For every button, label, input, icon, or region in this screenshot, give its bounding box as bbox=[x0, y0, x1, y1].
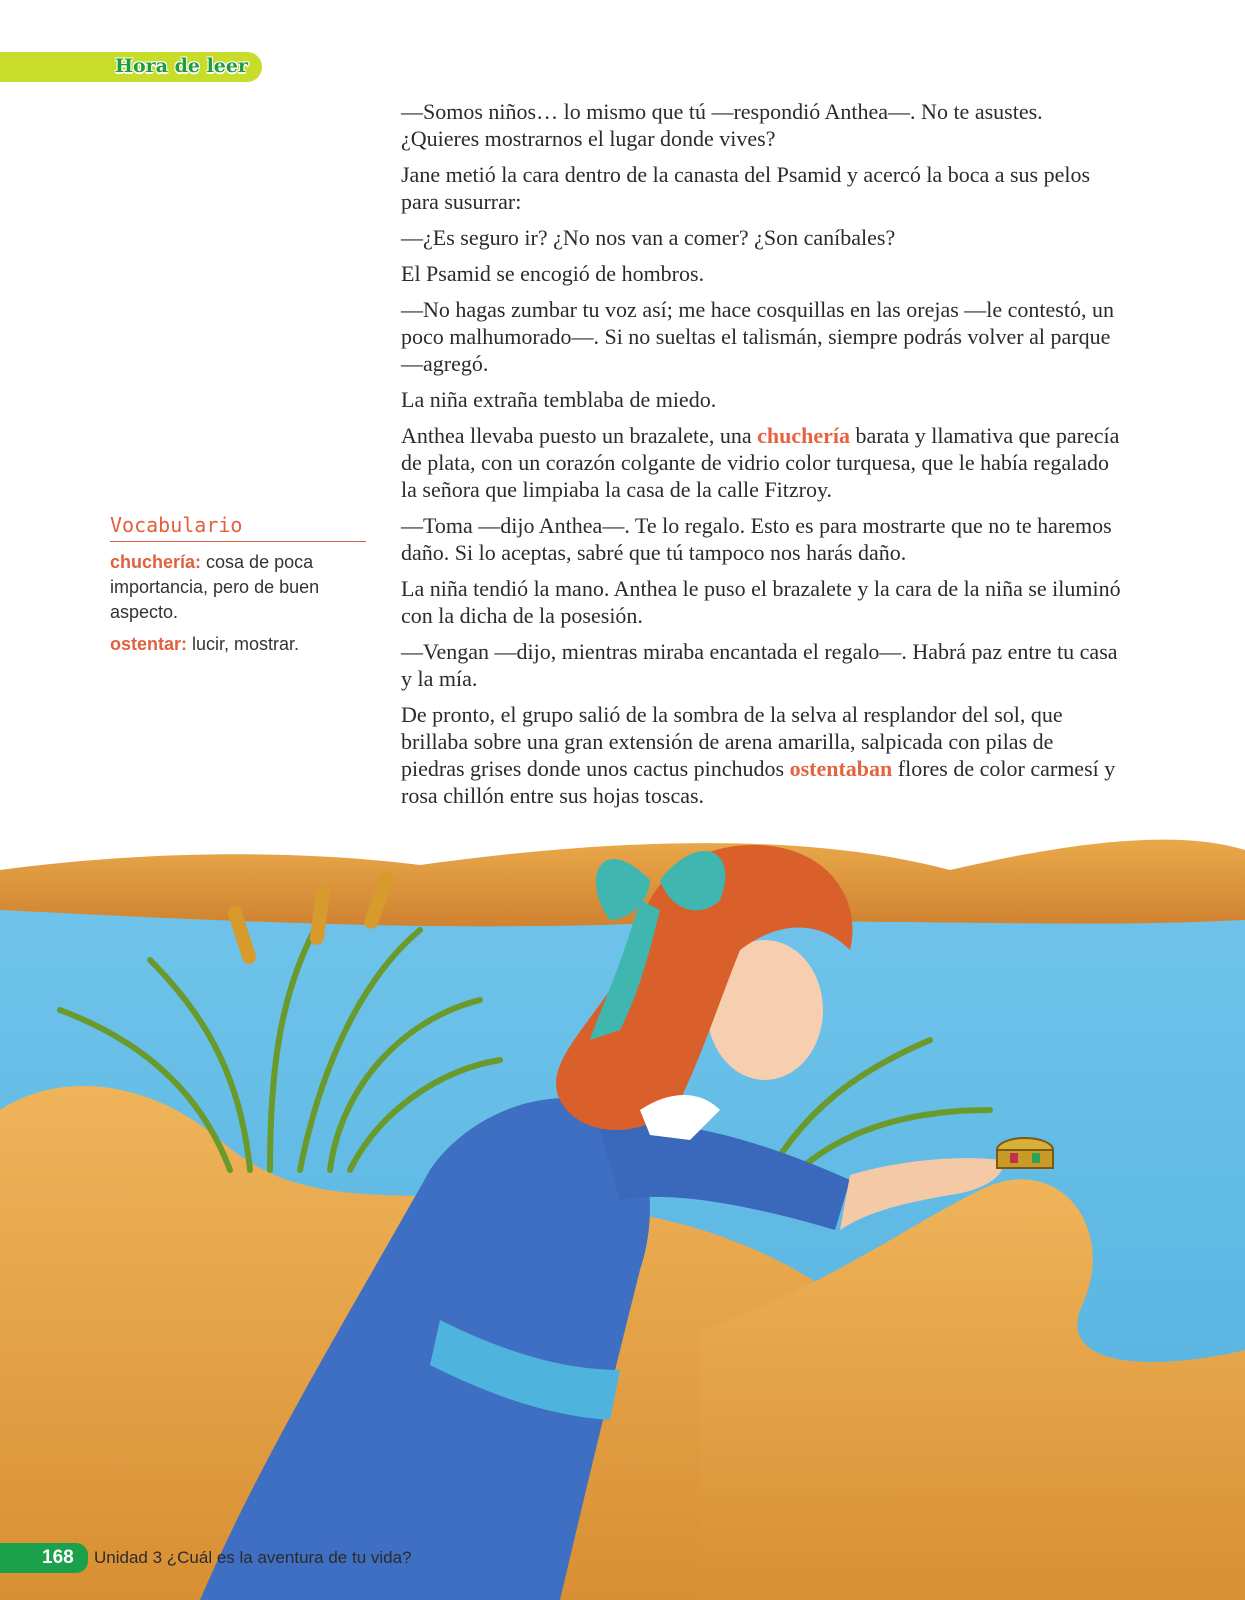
story-paragraph: —¿Es seguro ir? ¿No nos van a comer? ¿Son caníbales? bbox=[401, 225, 896, 250]
bracelet-icon bbox=[997, 1138, 1053, 1168]
story-paragraph: La niña tendió la mano. Anthea le puso el brazalete y la cara de la niña se iluminó con la dicha de la posesión. bbox=[401, 576, 1121, 628]
vocab-highlight-ostentaban: ostentaban bbox=[789, 756, 893, 781]
vocabulary-term: chuchería: bbox=[110, 552, 202, 572]
vocabulary-entry bbox=[110, 632, 366, 657]
vocabulary-definition: lucir, mostrar. bbox=[187, 634, 300, 654]
story-text bbox=[401, 98, 1121, 818]
story-paragraph: Jane metió la cara dentro de la canasta del Psamid y acercó la boca a sus pelos para susurrar: bbox=[401, 162, 1091, 214]
story-paragraph: La niña extraña temblaba de miedo. bbox=[401, 387, 717, 412]
text-run: Anthea llevaba puesto un brazalete, una bbox=[401, 423, 758, 448]
text-run: barata y llamativa que parecía de plata, con un corazón colgante de vidrio color turquesa, que le había regalado la señora que limpiaba la casa de la calle Fitzroy. bbox=[401, 423, 1120, 502]
story-paragraph bbox=[401, 422, 1121, 503]
story-paragraph: —Vengan —dijo, mientras miraba encantada el regalo—. Habrá paz entre tu casa y la mía. bbox=[401, 639, 1118, 691]
story-paragraph: —Somos niños… lo mismo que tú —respondió Anthea—. No te asustes. ¿Quieres mostrarnos el lugar donde vives? bbox=[401, 99, 1043, 151]
story-paragraph bbox=[401, 701, 1121, 809]
section-tab bbox=[0, 52, 262, 82]
story-paragraph: —No hagas zumbar tu voz así; me hace cosquillas en las orejas —le contestó, un poco malhumorado—. Si no sueltas el talismán, siempre podrás volver al parque —agregó. bbox=[401, 297, 1114, 376]
text-run: De pronto, el grupo salió de la sombra de la selva al resplandor del sol, que brillaba sobre una gran extensión de arena amarilla, salpicada con pilas de piedras grises donde unos cactus pinchudos bbox=[401, 702, 1063, 781]
vocabulary-box bbox=[110, 513, 366, 664]
unit-title: Unidad 3 ¿Cuál es la aventura de tu vida? bbox=[94, 1548, 412, 1567]
page-number: 168 bbox=[0, 1543, 88, 1573]
vocabulary-entry bbox=[110, 550, 366, 625]
story-paragraph: El Psamid se encogió de hombros. bbox=[401, 261, 705, 286]
vocabulary-definition: cosa de poca importancia, pero de buen aspecto. bbox=[110, 552, 320, 622]
vocabulary-term: ostentar: bbox=[110, 634, 188, 654]
text-run: flores de color carmesí y rosa chillón entre sus hojas toscas. bbox=[401, 756, 1116, 808]
section-label: Hora de leer bbox=[115, 55, 248, 77]
vocabulary-title: Vocabulario bbox=[110, 513, 366, 542]
story-illustration bbox=[0, 810, 1245, 1600]
vocab-highlight-chucheria: chuchería bbox=[757, 423, 851, 448]
story-paragraph: —Toma —dijo Anthea—. Te lo regalo. Esto es para mostrarte que no te haremos daño. Si lo aceptas, sabré que tú tampoco nos harás daño. bbox=[401, 513, 1112, 565]
page-footer bbox=[0, 1543, 640, 1573]
